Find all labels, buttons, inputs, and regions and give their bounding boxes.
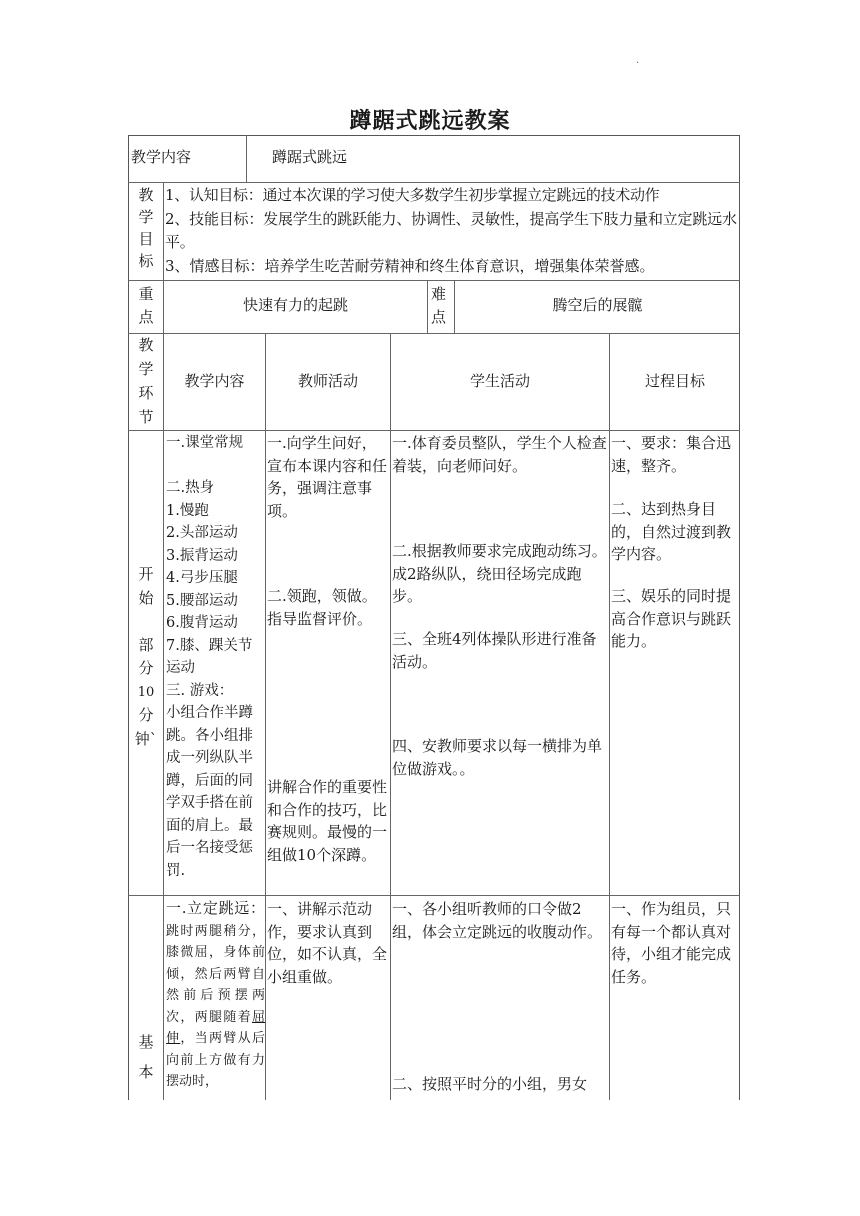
key-label: 重 点 [138,285,154,326]
part1-student-b: 二.根据教师要求完成跑动练习。成2路纵队，绕田径场完成跑步。 [392,542,607,605]
part1-teacher-c: 讲解合作的重要性和合作的技巧，比赛规则。最慢的一组做10个深蹲。 [267,778,388,864]
part2-student-b: 二、按照平时分的小组，男女 [392,1075,588,1093]
content-label: 教学内容 [131,148,192,166]
header-student: 学生活动 [469,372,530,390]
part1-goal-a: 一、要求：集合迅速，整齐。 [611,434,732,475]
part2-label: 基 本 [138,1033,154,1081]
part1-goal-b: 二、达到热身目的，自然过渡到教学内容。 [611,500,732,563]
page-title: 蹲踞式跳远教案 [349,109,511,134]
part2-student-a: 一、各小组听教师的口令做2组，体会立定跳远的收腹动作。 [392,900,603,941]
difficulty-value: 腾空后的展髋 [552,296,643,314]
part1-goal-c: 三、娱乐的同时提高合作意识与跳跃能力。 [611,587,732,650]
col-divider [609,333,610,1100]
part1-student-d: 四、安教师要求以每一横排为单位做游戏。。 [392,737,603,778]
row-divider [128,430,740,431]
row-divider [128,895,740,896]
row-divider [128,280,740,281]
section-header: 教 学 环 节 [138,336,154,426]
part2-teacher: 一、讲解示范动作，要求认真到位，如不认真，全小组重做。 [267,900,388,986]
part1-student-c: 三、全班4列体操队形进行准备活动。 [392,630,597,671]
part2-content: 一.立定跳远：跳时两腿稍分，膝微屈，身体前倾，然后两臂自然前后预摆两次，两腿随着屈伸，当两臂从后向前上方做有力摆动时， [166,899,265,1089]
header-teacher: 教师活动 [297,372,358,390]
goal-skill: 2、技能目标：发展学生的跳跃能力、协调性、灵敏性，提高学生下肢力量和立定跳远水平。 [165,209,737,251]
row-divider [128,182,740,183]
col-divider [265,333,266,1100]
col-divider [163,182,164,1100]
header-goal: 过程目标 [644,372,705,390]
difficulty-label: 难 点 [431,285,447,326]
col-divider [427,280,428,333]
header-dot: · [636,58,640,69]
goal-cognitive: 1、认知目标：通过本次课的学习使大多数学生初步掌握立定跳远的技术动作 [165,186,660,204]
goals-text [165,184,740,278]
row-divider [128,333,740,334]
header-content: 教学内容 [184,372,245,390]
col-divider [390,333,391,1100]
part2-goal: 一、作为组员，只有每一个都认真对待，小组才能完成任务。 [611,900,732,986]
goal-affective: 3、情感目标：培养学生吃苦耐劳精神和终生体育意识，增强集体荣誉感。 [165,256,655,275]
col-divider [246,135,247,182]
part1-label: 开 始 部 分 10 分 钟` [134,565,158,748]
part1-content: 一.课堂常规 二.热身 1.慢跑 2.头部运动 3.振背运动 4.弓步压腿 5.腰部运动 6.腹背运动 7.膝、踝关节运动 三. 游戏： 小组合作半蹲跳。各小组排成一列纵队半蹲，后面的同学双手搭在前面的肩上。最后一名接受惩罚. [166,435,253,879]
part1-student-a: 一.体育委员整队，学生个人检查着装，向老师问好。 [392,434,607,475]
part1-teacher-a: 一.向学生问好，宣布本课内容和任务，强调注意事项。 [267,434,388,520]
content-value: 蹲踞式跳远 [272,148,348,166]
part1-teacher-b: 二.领跑，领做。指导监督评价。 [267,587,377,628]
key-value: 快速有力的起跳 [242,296,348,314]
goals-label: 教 学 目 标 [138,186,154,270]
